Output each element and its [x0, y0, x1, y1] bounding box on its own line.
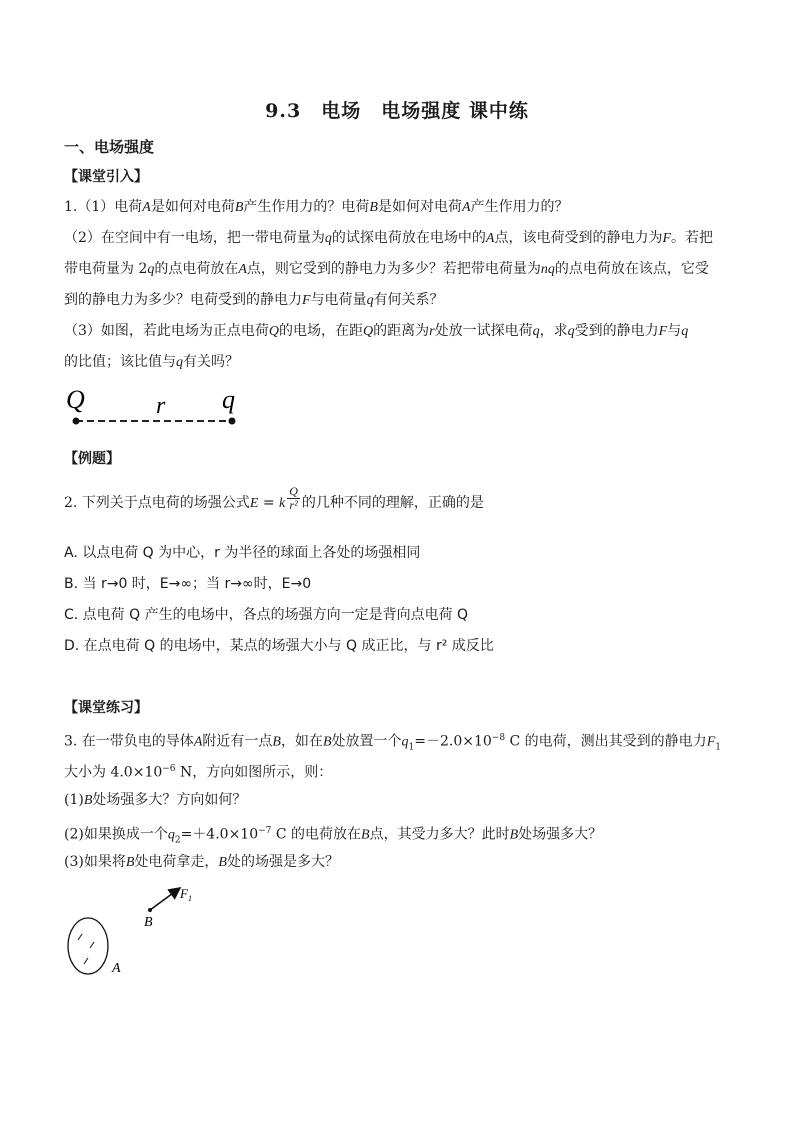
formula-fraction: $\frac{Q}{\text{r²}}$: [289, 483, 298, 512]
fig-q-dot: [229, 418, 236, 425]
force-arrow: [150, 888, 180, 910]
fig-Q-label: Q: [66, 385, 85, 414]
q2-option-b[interactable]: B. 当 r→0 时，E→∞；当 r→∞时，E→0: [64, 576, 312, 592]
tag-practice: 【课堂练习】: [64, 700, 148, 716]
q1-line1: 1.（1）电荷A是如何对电荷B产生作用力的？电荷B是如何对电荷A产生作用力的？: [64, 199, 569, 215]
charge-mark: [78, 934, 82, 940]
q3-sub3: (3)如果将B处电荷拿走，B处的场强是多大？: [64, 854, 339, 870]
q1-line2: （2）在空间中有一电场，把一带电荷量为q的试探电荷放在电场中的A点，该电荷受到的静电力为F。若把: [64, 230, 714, 246]
q1-line5: （3）如图，若此电场为正点电荷Q的电场，在距Q的距离为r处放一试探电荷q，求q受到的静电力F与q: [64, 323, 689, 339]
charge-mark: [84, 958, 88, 964]
q1-line4: 到的静电力为多少？电荷受到的静电力F与电荷量q有何关系？: [64, 292, 444, 308]
q1-line3: 带电荷量为 2q的点电荷放在A点，则它受到的静电力为多少？若把带电荷量为nq的点电荷放在该点，它受: [64, 261, 709, 277]
q2-option-a[interactable]: A. 以点电荷 Q 为中心，r 为半径的球面上各处的场强相同: [64, 545, 421, 561]
fig-q-label: q: [222, 385, 235, 414]
q2-option-d[interactable]: D. 在点电荷 Q 的电场中，某点的场强大小与 Q 成正比，与 r² 成反比: [64, 638, 494, 654]
conductor-A: [68, 918, 108, 974]
page-title: 9.3 电场 电场强度 课中练: [265, 100, 529, 122]
q3-figure: [60, 878, 220, 988]
fig-r-label: r: [156, 393, 166, 419]
charge-mark: [90, 942, 94, 948]
point-B-dot: [148, 908, 152, 912]
q3-line1: 3. 在一带负电的导体A附近有一点B，如在B处放置一个$q_1=-2.0\times 10^{-8}$ C 的电荷，测出其受到的静电力$F_1$: [64, 733, 721, 753]
fig-F1-label: $F_1$: [180, 886, 192, 903]
q3-sub1: (1)B处场强多大？方向如何？: [64, 792, 247, 808]
q2-stem: 2. 下列关于点电荷的场强公式E = k $\frac{Q}{\text{r²}}$ 的几种不同的理解，正确的是: [64, 483, 484, 512]
tag-intro: 【课堂引入】: [64, 169, 148, 185]
q1-figure: [60, 382, 260, 432]
fig-Q-dot: [73, 418, 80, 425]
tag-example: 【例题】: [64, 451, 120, 467]
q3-sub2: (2)如果换成一个$q_2=+4.0\times 10^{-7}$ C 的电荷放在B点，其受力多大？此时B处场强多大？: [64, 826, 603, 846]
q2-option-c[interactable]: C. 点电荷 Q 产生的电场中，各点的场强方向一定是背向点电荷 Q: [64, 607, 469, 623]
fig-B-label: B: [144, 915, 153, 930]
fig-A-label: A: [112, 961, 121, 976]
q3-line2: 大小为 $4.0\times 10^{-6}$ N，方向如图所示，则：: [64, 764, 333, 781]
q1-line6: 的比值；该比值与q有关吗？: [64, 354, 239, 370]
section-heading: 一、电场强度: [64, 138, 155, 156]
